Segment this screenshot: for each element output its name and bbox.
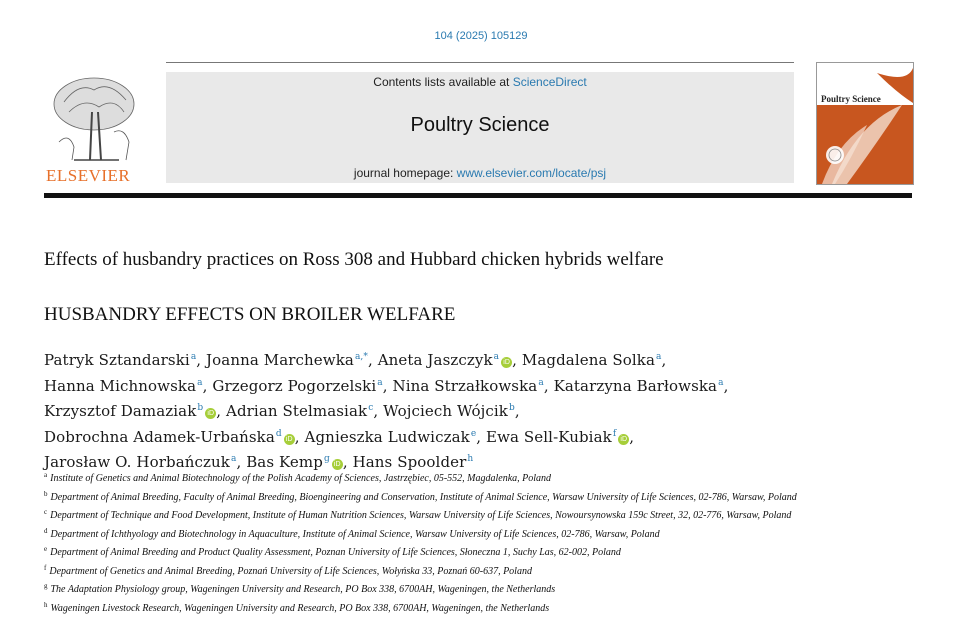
affiliation-item: $^f$ Department of Genetics and Animal Breeding, Poznań University of Life Sciences, Wołyńska 33, Poznań 60-637, Poland bbox=[44, 563, 532, 577]
article-running-title: HUSBANDRY EFFECTS ON BROILER WELFARE bbox=[44, 304, 456, 325]
affiliation-item: $^g$ The Adaptation Physiology group, Wageningen University and Research, PO Box 338, 6700AH, Wageningen, the Netherlands bbox=[44, 582, 556, 595]
author-name[interactable]: Ewa Sell-Kubiak$^f$iD bbox=[486, 428, 629, 446]
author-name[interactable]: Patryk Sztandarski$^a$ bbox=[44, 351, 197, 369]
affiliation-sup[interactable]: a bbox=[197, 377, 203, 388]
affiliation-sup[interactable]: b bbox=[197, 403, 204, 413]
affiliation-item: $^c$ Department of Technique and Food Development, Institute of Human Nutrition Sciences, Warsaw University of Life Sciences, Nowoursynowska 159c Street, 32, 02-776, Warsaw, Poland bbox=[44, 508, 792, 521]
affiliation-sup[interactable]: h bbox=[467, 454, 474, 464]
author-line: Hanna Michnowska$^a$, Grzegorz Pogorzelski$^a$, Nina Strzałkowska$^a$, Katarzyna Barłowska$^a$, bbox=[44, 376, 729, 395]
journal-masthead bbox=[166, 72, 794, 183]
cover-journal-title: Poultry Science bbox=[821, 94, 881, 104]
homepage-prefix: journal homepage: bbox=[353, 166, 457, 180]
author-name[interactable]: Adrian Stelmasiak$^c$ bbox=[226, 402, 374, 420]
sciencedirect-link[interactable]: ScienceDirect bbox=[512, 75, 587, 89]
orcid-icon[interactable]: iD bbox=[284, 434, 295, 445]
author-name[interactable]: Joanna Marchewka$^{a,*}$ bbox=[206, 351, 368, 369]
article-title: Effects of husbandry practices on Ross 308 and Hubbard chicken hybrids welfare bbox=[44, 249, 664, 270]
author-name[interactable]: Magdalena Solka$^a$ bbox=[521, 351, 662, 369]
journal-cover-thumbnail[interactable] bbox=[816, 62, 914, 185]
header-top-rule bbox=[166, 62, 794, 63]
journal-title: Poultry Science bbox=[410, 114, 550, 136]
author-name[interactable]: Dobrochna Adamek-Urbańska$^d$iD bbox=[44, 428, 295, 446]
journal-citation[interactable]: 104 (2025) 105129 bbox=[434, 30, 528, 42]
affiliation-sup[interactable]: a bbox=[656, 352, 662, 362]
orcid-icon[interactable]: iD bbox=[618, 434, 629, 445]
affiliation-sup[interactable]: g bbox=[323, 454, 330, 464]
journal-homepage-link[interactable]: www.elsevier.com/locate/psj bbox=[456, 166, 607, 180]
author-name[interactable]: Nina Strzałkowska$^a$ bbox=[392, 376, 544, 395]
affiliation-sup[interactable]: f bbox=[612, 428, 617, 439]
author-name[interactable]: Krzysztof Damaziak$^b$iD bbox=[44, 402, 216, 420]
author-line: Jarosław O. Horbańczuk$^a$, Bas Kemp$^g$iD , Hans Spoolder$^h$ bbox=[44, 453, 474, 471]
contents-available-line bbox=[166, 75, 794, 89]
orcid-icon[interactable]: iD bbox=[332, 459, 343, 470]
affiliation-sup[interactable]: e bbox=[470, 428, 477, 439]
affiliation-sup[interactable]: d bbox=[275, 428, 282, 439]
author-line: Patryk Sztandarski$^a$, Joanna Marchewka$^{a,*}$, Aneta Jaszczyk$^a$iD , Magdalena Solka$^a$, bbox=[44, 351, 667, 369]
author-name[interactable]: Hans Spoolder$^h$ bbox=[352, 453, 474, 471]
author-name[interactable]: Wojciech Wójcik$^b$ bbox=[383, 402, 515, 420]
affiliation-sup[interactable]: a bbox=[493, 352, 500, 362]
affiliation-sup[interactable]: a bbox=[230, 454, 237, 464]
affiliation-item: $^a$ Institute of Genetics and Animal Biotechnology of the Polish Academy of Sciences, Jastrzębiec, 05-552, Magdalenka, Poland bbox=[44, 471, 552, 484]
journal-homepage-line bbox=[166, 166, 794, 180]
affiliation-sup[interactable]: a bbox=[538, 377, 544, 388]
affiliation-item: $^d$ Department of Ichthyology and Biotechnology in Aquaculture, Institute of Animal Science, Warsaw University of Life Sciences, 02-786, Warsaw, Poland bbox=[44, 526, 660, 540]
affiliation-list bbox=[44, 468, 844, 616]
affiliation-sup[interactable]: a bbox=[718, 377, 724, 388]
header-thick-rule bbox=[44, 193, 912, 198]
author-name[interactable]: Hanna Michnowska$^a$ bbox=[44, 376, 203, 395]
contents-prefix: Contents lists available at bbox=[373, 75, 513, 89]
orcid-icon[interactable]: iD bbox=[501, 357, 512, 368]
affiliation-item: $^h$ Wageningen Livestock Research, Wageningen University and Research, PO Box 338, 6700AH, Wageningen, the Netherlands bbox=[44, 600, 550, 614]
affiliation-item: $^e$ Department of Animal Breeding and Product Quality Assessment, Poznan University of Life Sciences, Słoneczna 1, Suchy Las, 62-002, Poland bbox=[44, 545, 621, 558]
orcid-icon[interactable]: iD bbox=[205, 408, 216, 419]
cover-feather-art bbox=[817, 63, 913, 184]
elsevier-wordmark[interactable]: ELSEVIER bbox=[46, 166, 131, 185]
affiliation-item: $^b$ Department of Animal Breeding, Faculty of Animal Breeding, Bioengineering and Conservation, Institute of Animal Science, Warsaw University of Life Sciences, 02-786, Warsaw, Poland bbox=[44, 489, 797, 503]
affiliation-sup[interactable]: a,* bbox=[354, 352, 368, 362]
author-name[interactable]: Grzegorz Pogorzelski$^a$ bbox=[212, 376, 383, 395]
author-name[interactable]: Bas Kemp$^g$iD bbox=[246, 453, 343, 471]
affiliation-sup[interactable]: a bbox=[377, 377, 383, 388]
author-name[interactable]: Agnieszka Ludwiczak$^e$ bbox=[304, 427, 477, 446]
affiliation-sup[interactable]: a bbox=[190, 352, 197, 362]
author-line: Dobrochna Adamek-Urbańska$^d$iD , Agnieszka Ludwiczak$^e$, Ewa Sell-Kubiak$^f$iD , bbox=[44, 427, 635, 446]
author-name[interactable]: Aneta Jaszczyk$^a$iD bbox=[378, 351, 512, 369]
author-name[interactable]: Jarosław O. Horbańczuk$^a$ bbox=[44, 453, 237, 471]
author-name[interactable]: Katarzyna Barłowska$^a$ bbox=[553, 376, 724, 395]
author-list bbox=[44, 346, 804, 474]
affiliation-sup[interactable]: c bbox=[368, 403, 374, 413]
author-line: Krzysztof Damaziak$^b$iD , Adrian Stelmasiak$^c$, Wojciech Wójcik$^b$, bbox=[44, 402, 520, 420]
affiliation-sup[interactable]: b bbox=[508, 403, 515, 413]
